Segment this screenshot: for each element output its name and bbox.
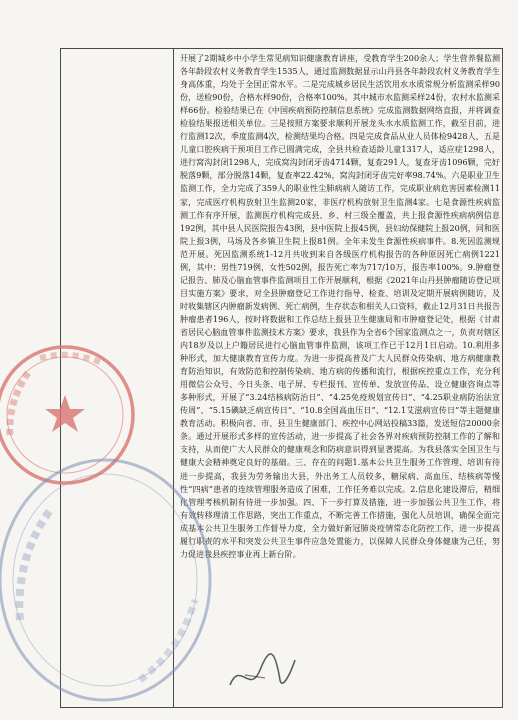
form-table	[60, 48, 503, 708]
left-column-cell	[61, 49, 173, 707]
report-body	[180, 52, 500, 561]
body-paragraph: 开展了2期城乡中小学生常见病知识健康教育讲座，受教育学生200余人；学生营养餐监测各年龄段农村义务教育学生1535人，通过监测数据显示山丹县各年龄段农村义务教育学生身高体重，均处于全国正常水平。二是完成城乡居民生活饮用水水质常规分析监测采样90份，送检90份，合格水样90份，合格率100%。其中城市水监测采样24份，农村水监测采样66份。检验结果已在《中国疾病预防控制信息系统》完成监测数据网络直报，并将调查检验结果报送相关单位。三是按照方案要求顺利开展龙头水水质监测工作，截至目前，进行监测12次，季度监测4次，检测结果均合格。四是完成食品从业人员体检9428人，五是儿童口腔疾病干预项目工作已圆满完成，全县共检查适龄儿童1317人，适应症1298人，进行窝沟封闭1298人，完成窝沟封闭牙齿4714颗，复查291人，复查牙齿1096颗，完好脱落9颗，部分脱落14颗，复查率22.42%，窝沟封闭牙齿完好率98.74%。六是职业卫生监测工作，全力完成了359人的职业性尘肺病病人随访工作，完成职业病危害因素检测11家，完成医疗机构放射卫生监测20家，非医疗机构放射卫生监测4家。七是食源性疾病监测工作有序开展，监测医疗机构完成县、乡、村三级全覆盖，共上报食源性疾病病例信息192例，其中县人民医院报告43例，县中医院上报45例，县妇幼保健院上报20例，同和医院上报3例，马场及各乡镇卫生院上报81例。全年未发生食源性疾病事件。8.死因监测规范开展。死因监测系统1-12月共收到来自各级医疗机构报告的各种原因死亡病例1221例，其中：男性719例，女性502例，报告死亡率为717/10万，报告率100%。9.肿瘤登记报告、肺及心脑血管事件监测项目工作开展顺利，根据《2021年山丹县肿瘤随访登记项目实施方案》要求，对全县肿瘤登记工作进行指导、检查、培训及定期开展病例随访，及时收集辖区内肿瘤新发病例、死亡病例，生存状态和相关人口资料，截止12月31日共报告肿瘤患者196人，按时将数据和工作总结上报县卫生健康局和市肿瘤登记处，根据《甘肃省居民心脑血管事件监测技术方案》要求，我县作为全省6个国家监测点之一，负责对辖区内18岁及以上户籍居民进行心脑血管事件监测，该项工作已于12月1日启动。10.利用多种形式，加大健康教育宣传力度。为进一步提高普及广大人民群众传染病、地方病健康教育防治知识，有效防范和控制传染病、地方病的传播和流行，根据疾控重点工作，充分利用微信公众号、今日头条、电子屏、专栏报刊、宣传单、发放宣传品、设立健康咨询点等多种形式，开展了“3.24结核病防治日”、“4.25免疫规划宣传日”、“4.25职业病防治法宣传周”、“5.15碘缺乏病宣传日”、“10.8全国高血压日”、“12.1艾滋病宣传日”等主题健康教育活动。积极向省、市、县卫生健康部门、疾控中心网站投稿33篇，发送短信20000余条。通过开展形式多样的宣传活动，进一步提高了社会各界对疾病预防控制工作的了解和支持，从而使广大人民群众的健康观念和防病意识得到显著提高。为我县落实全国卫生与健康大会精神奠定良好的基础。三、存在的问题1.基本公共卫生服务工作管理、培训有待进一步提高，我县为劳务输出大县，外出务工人员较多，糖尿病、高血压、结核病等慢性“四病”患者的连续管理服务造成了困难，工作任务难以完成。2.信息化建设滞后，精细化管理考核机制有待进一步加强。四、下一步打算及措施，进一步加强公共卫生工作，将有效转移理清工作思路，突出工作重点，不断完善工作措施，强化人员培训，确保全面完成基本公共卫生服务工作督导力度，全力做好新冠肺炎疫情常态化防控工作，进一步提高履行职责的水平和突发公共卫生事件应急处置能力，以保障人民群众身体健康为己任，努力促进我县疾控事业再上新台阶。	[180, 54, 500, 559]
column-divider	[173, 49, 174, 707]
